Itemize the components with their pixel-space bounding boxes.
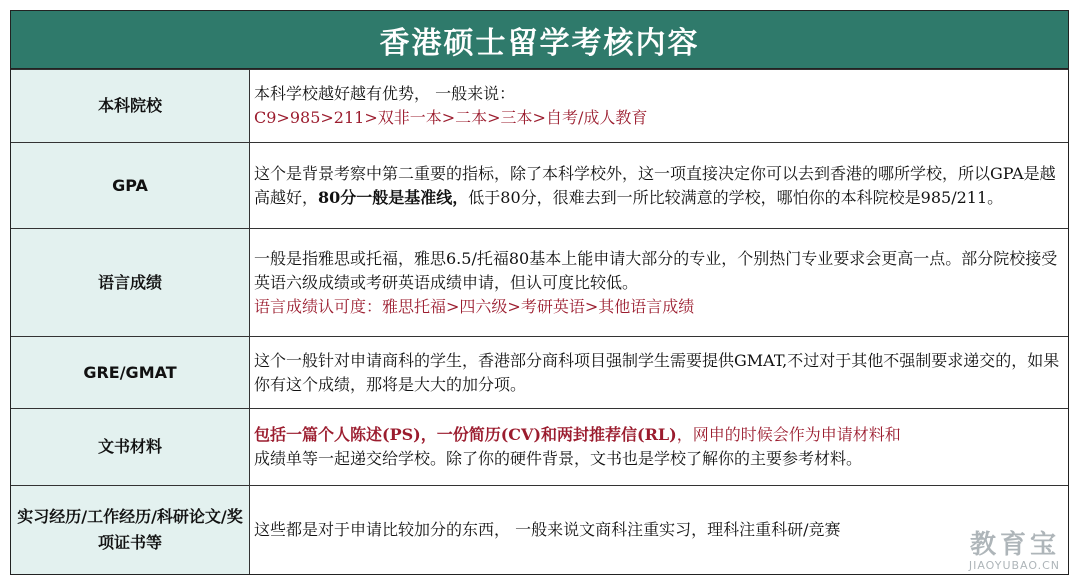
row-content: [254, 486, 1062, 574]
content-line-highlight: 语言成绩认可度：雅思托福>四六级>考研英语>其他语言成绩: [254, 296, 695, 316]
content-paragraph: 一般是指雅思或托福，雅思6.5/托福80基本上能申请大部分的专业，个别热门专业要求会更高一点。部分院校接受英语六级成绩或考研英语成绩申请，但认可度比较低。: [254, 248, 1058, 292]
row-content: [254, 70, 1062, 142]
watermark-text: 教育宝: [969, 530, 1060, 560]
row-content: [254, 337, 1062, 408]
content-paragraph: 这个一般针对申请商科的学生，香港部分商科项目强制学生需要提供GMAT,不过对于其他不强制要求递交的，如果你有这个成绩，那将是大大的加分项。: [254, 350, 1060, 394]
content-line: 本科学校越好越有优势， 一般来说：: [254, 84, 516, 103]
table-title: 香港硕士留学考核内容: [11, 11, 1068, 69]
table-row: [11, 228, 1068, 336]
table: [10, 10, 1069, 575]
content-red-text: ，网申的时候会作为申请材料和: [676, 425, 901, 444]
row-label: GPA: [11, 143, 250, 228]
row-label: 实习经历/工作经历/科研论文/奖项证书等: [11, 486, 250, 574]
content-line-highlight: C9>985>211>双非一本>二本>三本>自考/成人教育: [254, 108, 648, 127]
content-red-bold-text: 包括一篇个人陈述(PS)，一份简历(CV)和两封推荐信(RL): [254, 425, 677, 444]
content-paragraph: [254, 423, 1062, 447]
content-paragraph: [254, 162, 1062, 210]
table-row: [11, 408, 1068, 485]
watermark-logo: [969, 531, 1060, 572]
content-text: 这个是背景考察中第二重要的指标，除了本科学校外，这一项直接决定你可以去到香港的哪所学校，所以GPA是越高越好，: [254, 163, 1056, 207]
row-content: [254, 143, 1062, 228]
table-row: [11, 69, 1068, 142]
row-content: [254, 409, 1062, 485]
table-row: [11, 142, 1068, 228]
content-paragraph: 成绩单等一起递交给学校。除了你的硬件背景，文书也是学校了解你的主要参考材料。: [254, 449, 863, 468]
content-text: 低于80分，很难去到一所比较满意的学校，哪怕你的本科院校是985/211。: [468, 187, 1004, 207]
row-label: 语言成绩: [11, 229, 250, 336]
table-row: [11, 485, 1068, 574]
watermark-url: JIAOYUBAO.CN: [968, 559, 1060, 572]
row-label: 本科院校: [11, 70, 250, 142]
row-label: GRE/GMAT: [11, 337, 250, 408]
content-bold-text: 80分一般是基准线，: [318, 187, 469, 207]
table-row: [11, 336, 1068, 408]
row-content: [254, 229, 1062, 336]
row-label: 文书材料: [11, 409, 250, 485]
content-paragraph: 这些都是对于申请比较加分的东西， 一般来说文商科注重实习，理科注重科研/竞赛: [254, 520, 841, 539]
